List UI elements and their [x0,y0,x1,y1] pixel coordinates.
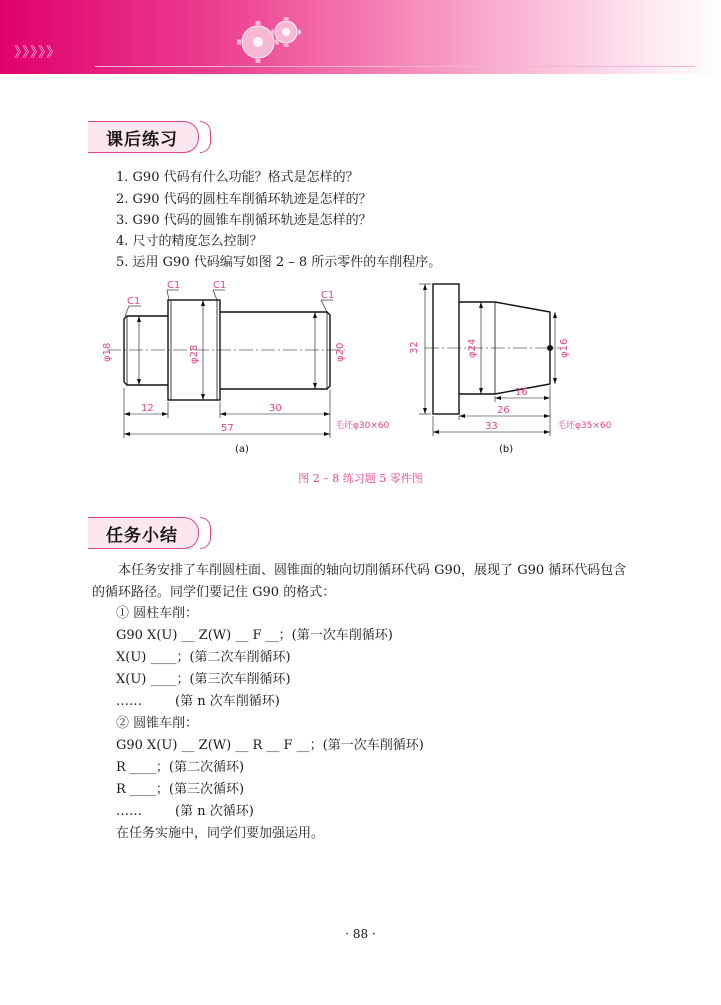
summary-line: ② 圆锥车削： [116,716,199,731]
diameter-label: φ16 [559,338,570,358]
gears-icon [228,10,318,70]
summary-line: G90 X(U) __ Z(W) __ R __ F __；(第一次车削循环) [116,738,424,753]
summary-line: G90 X(U) __ Z(W) __ F __；(第一次车削循环) [116,628,393,643]
summary-line: R ____；(第三次循环) [116,782,245,797]
chamfer-label: C1 [167,280,181,291]
summary-line: X(U) ____；(第二次车削循环) [116,650,291,665]
diameter-label: φ20 [335,342,346,362]
chamfer-label: C1 [213,280,227,291]
exercise-section-header [88,121,212,151]
length-label: 33 [485,421,498,432]
part-drawing-a [95,278,415,460]
summary-line: ① 圆柱车削： [116,606,199,621]
diameter-label: φ24 [467,338,478,358]
diameter-label: 32 [409,341,420,354]
length-label: 57 [221,423,234,434]
diameter-label: φ28 [189,344,200,364]
figure-a-label: (a) [235,444,249,455]
part-drawing-b [405,278,635,460]
chamfer-label: C1 [127,296,141,307]
chevron-decoration-icon: 》》》》》 [14,45,61,61]
question-1: 1. G90 代码有什么功能？格式是怎样的？ [116,170,359,185]
question-3: 3. G90 代码的圆锥车削循环轨迹是怎样的？ [116,213,372,228]
header-rule [95,66,695,67]
header-banner [0,0,721,74]
summary-line: X(U) ____；(第三次车削循环) [116,672,291,687]
blank-size-label: 毛坯φ35×60 [557,421,612,431]
summary-title: 任务小结 [106,526,178,546]
page-number: · 88 · [345,927,376,941]
summary-line: …… (第 n 次循环) [116,804,254,819]
question-4: 4. 尺寸的精度怎么控制？ [116,234,263,249]
exercise-title: 课后练习 [106,130,178,150]
chamfer-label: C1 [321,290,335,301]
summary-line: 在任务实施中，同学们要加强运用。 [116,826,325,841]
question-5: 5. 运用 G90 代码编写如图 2 – 8 所示零件的车削程序。 [116,255,442,270]
length-label: 12 [141,403,154,414]
diameter-label: φ18 [102,342,113,362]
figure-caption: 图 2 – 8 练习题 5 零件图 [298,472,423,485]
summary-line: …… (第 n 次车削循环) [116,694,280,709]
summary-intro: 本任务安排了车削圆柱面、圆锥面的轴向切削循环代码 G90，展现了 G90 循环代码包含的循环路径。同学们要记住 G90 的格式： [92,563,627,600]
length-label: 26 [497,405,510,416]
blank-size-label: 毛坯φ30×60 [335,421,390,431]
length-label: 30 [269,403,282,414]
question-2: 2. G90 代码的圆柱车削循环轨迹是怎样的？ [116,192,372,207]
figure-b-label: (b) [499,444,514,455]
summary-line: R ____；(第二次循环) [116,760,245,775]
summary-section-header [88,517,212,547]
length-label: 16 [515,387,528,398]
